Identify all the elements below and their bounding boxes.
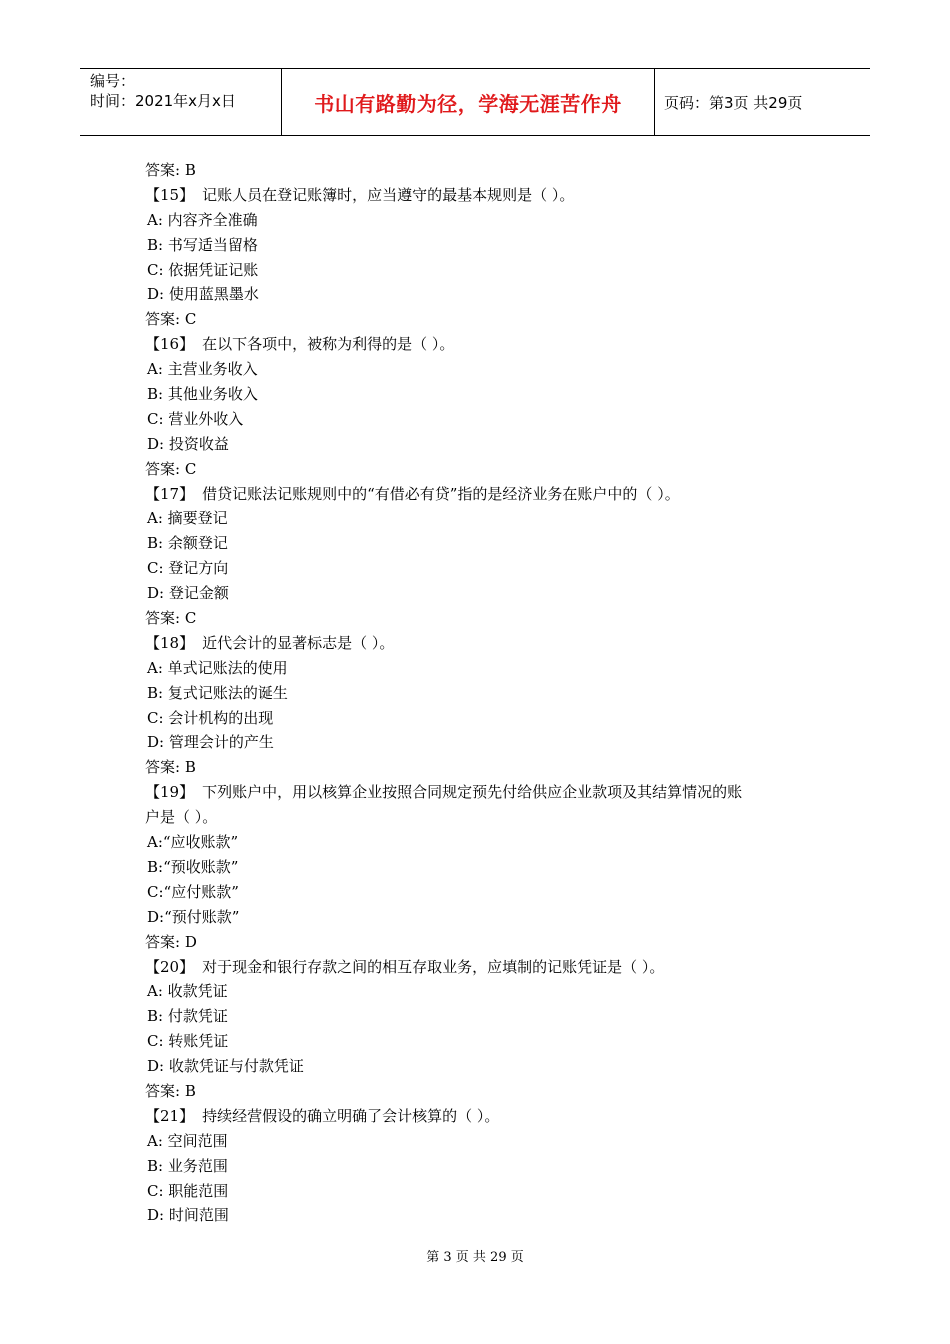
option: B: 其他业务收入 [147, 385, 258, 404]
question-header [145, 1104, 815, 1129]
question-text: 记账人员在登记账簿时，应当遵守的最基本规则是（ ）。 [202, 185, 575, 204]
serial-label: 编号： [90, 72, 136, 90]
option: D: 登记金额 [147, 584, 229, 603]
option: C: 依据凭证记账 [147, 260, 259, 279]
question-number: 【17】 [145, 484, 195, 503]
question-text: 在以下各项中，被称为利得的是（ ）。 [202, 335, 455, 354]
question-number: 【18】 [145, 633, 195, 652]
option: D:“预付账款” [147, 907, 240, 926]
question-header [145, 482, 815, 507]
option: A: 单式记账法的使用 [147, 658, 288, 677]
question-header [145, 183, 815, 208]
answer-line: 答案: C [145, 459, 197, 478]
answer-line: 答案: B [145, 1081, 196, 1100]
option: B: 付款凭证 [147, 1007, 228, 1026]
question-number: 【16】 [145, 335, 195, 354]
option: B: 复式记账法的诞生 [147, 683, 288, 702]
option: D: 投资收益 [147, 434, 229, 453]
header-motto: 书山有路勤为径，学海无涯苦作舟 [314, 91, 622, 116]
option: A:“应收账款” [147, 833, 239, 852]
option: B: 书写适当留格 [147, 235, 258, 254]
option: B: 余额登记 [147, 534, 228, 553]
answer-line: 答案: C [145, 609, 197, 628]
option: D: 使用蓝黑墨水 [147, 285, 259, 304]
option: A: 收款凭证 [147, 982, 228, 1001]
question-header [145, 780, 815, 805]
option: D: 收款凭证与付款凭证 [147, 1057, 304, 1076]
question-text: 近代会计的显著标志是（ ）。 [202, 633, 395, 652]
question-text: 借贷记账法记账规则中的“有借必有贷”指的是经济业务在账户中的（ ）。 [202, 484, 680, 503]
time-label: 时间：2021年x月x日 [90, 92, 236, 110]
option: D: 时间范围 [147, 1206, 229, 1225]
option: C:“应付账款” [147, 882, 239, 901]
question-text: 持续经营假设的确立明确了会计核算的（ ）。 [202, 1106, 500, 1125]
question-number: 【15】 [145, 185, 195, 204]
header-meta [90, 71, 236, 111]
answer-line: 答案: B [145, 161, 196, 179]
question-number: 【19】 [145, 783, 195, 802]
option: C: 登记方向 [147, 559, 229, 578]
answer-line: 答案: C [145, 310, 197, 329]
question-header [145, 631, 815, 656]
option: C: 会计机构的出现 [147, 708, 274, 727]
question-text-continued: 户是（ ）。 [145, 808, 218, 827]
option: D: 管理会计的产生 [147, 733, 274, 752]
answer-line: 答案: D [145, 932, 197, 951]
option: A: 摘要登记 [147, 509, 228, 528]
page-footer: 第 3 页 共 29 页 [426, 1250, 524, 1265]
option: B:“预收账款” [147, 857, 239, 876]
option: C: 转账凭证 [147, 1032, 229, 1051]
question-text: 对于现金和银行存款之间的相互存取业务，应填制的记账凭证是（ ）。 [202, 957, 665, 976]
question-number: 【21】 [145, 1106, 195, 1125]
option: A: 内容齐全准确 [147, 210, 258, 229]
option: A: 主营业务收入 [147, 360, 258, 379]
question-list [145, 158, 815, 1228]
option: C: 营业外收入 [147, 409, 244, 428]
page-header [80, 68, 870, 136]
option: B: 业务范围 [147, 1156, 228, 1175]
option: C: 职能范围 [147, 1181, 229, 1200]
header-page-info: 页码：第3页 共29页 [664, 93, 803, 112]
answer-line: 答案: B [145, 758, 196, 777]
option: A: 空间范围 [147, 1131, 228, 1150]
question-text: 下列账户中，用以核算企业按照合同规定预先付给供应企业款项及其结算情况的账 [202, 783, 743, 802]
question-header [145, 955, 815, 980]
question-header [145, 332, 815, 357]
header-divider-right [654, 68, 655, 136]
question-number: 【20】 [145, 957, 195, 976]
